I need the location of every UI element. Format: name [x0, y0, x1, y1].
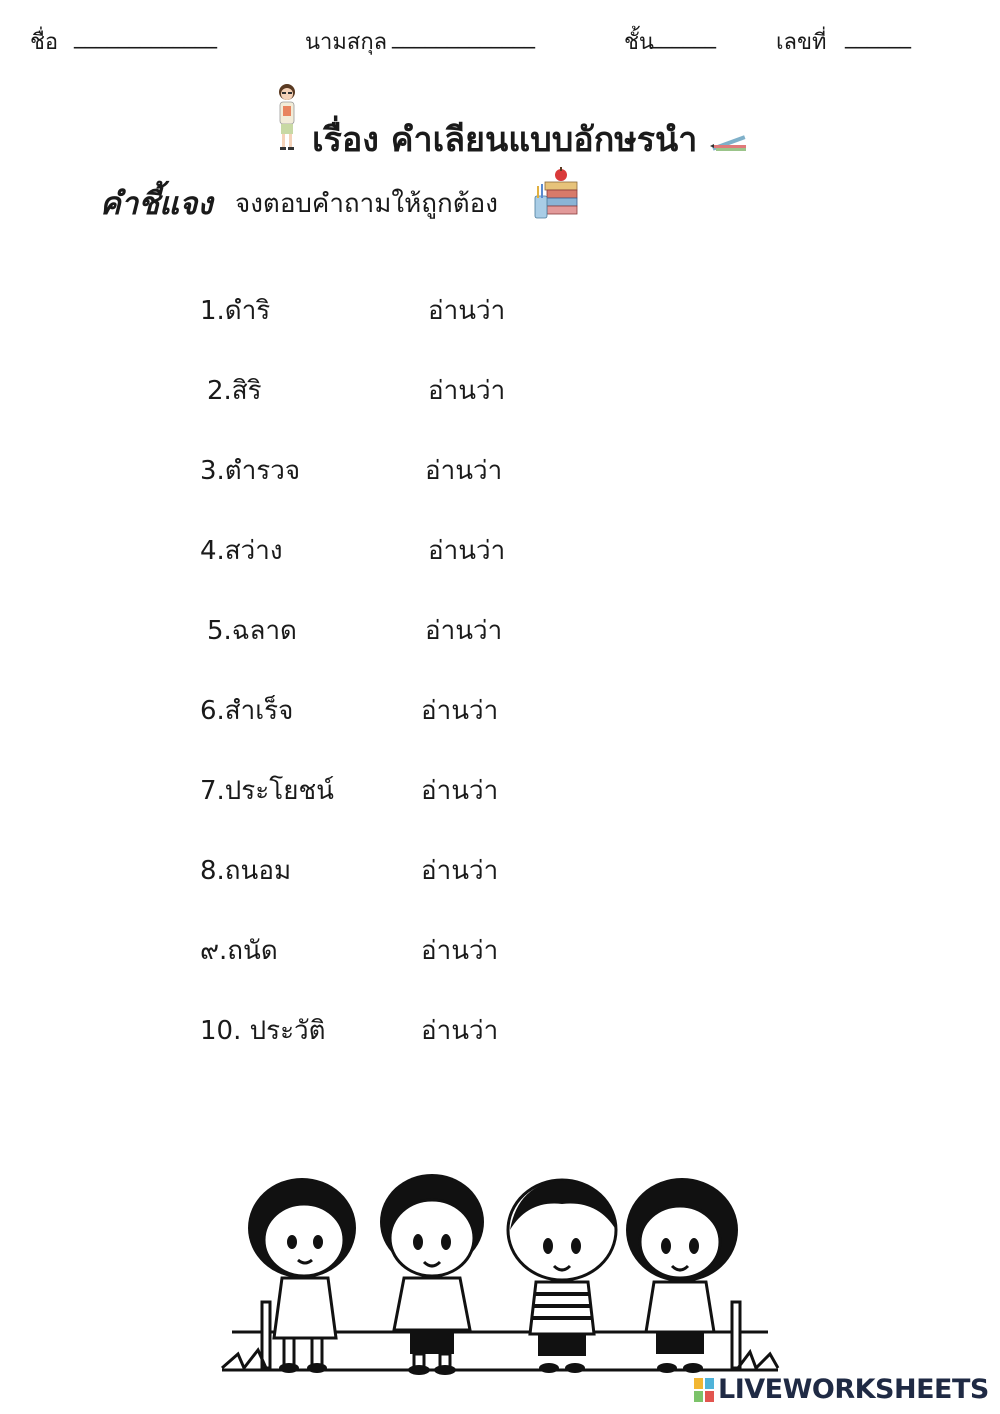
question-10-word: 10. ประวัติ: [200, 1016, 326, 1046]
question-7-word: 7.ประโยชน์: [200, 776, 334, 806]
surname-label: นามสกุล: [305, 30, 388, 55]
name-label: ชื่อ: [30, 30, 59, 55]
pencils-icon: [706, 128, 748, 152]
question-3-word: 3.ตำรวจ: [200, 456, 301, 486]
question-4-word: 4.สว่าง: [200, 536, 283, 566]
question-4-read-label: อ่านว่า: [428, 536, 506, 566]
teacher-icon: [272, 80, 302, 152]
question-9-read-label: อ่านว่า: [421, 936, 499, 966]
liveworksheets-logo-icon: [694, 1378, 714, 1402]
surname-blank[interactable]: _____________: [392, 24, 535, 49]
question-6-read-label: อ่านว่า: [421, 696, 499, 726]
children-illustration: [218, 1170, 784, 1380]
question-1-read-label: อ่านว่า: [428, 296, 506, 326]
class-blank[interactable]: ______: [650, 24, 716, 49]
question-5-read-label: อ่านว่า: [425, 616, 503, 646]
instruction-text: จงตอบคำถามให้ถูกต้อง: [235, 189, 498, 219]
question-2-word: 2.สิริ: [207, 376, 262, 406]
number-blank[interactable]: ______: [845, 24, 911, 49]
question-1-word: 1.ดำริ: [200, 296, 271, 326]
instruction-label: คำชี้แจง: [100, 186, 213, 222]
class-label: ชั้น: [624, 30, 654, 55]
question-2-read-label: อ่านว่า: [428, 376, 506, 406]
number-label: เลขที่: [776, 30, 827, 55]
question-8-read-label: อ่านว่า: [421, 856, 499, 886]
question-3-read-label: อ่านว่า: [425, 456, 503, 486]
books-icon: [533, 166, 581, 222]
question-8-word: 8.ถนอม: [200, 856, 292, 886]
footer-brand[interactable]: LIVEWORKSHEETS: [718, 1374, 989, 1405]
name-blank[interactable]: _____________: [74, 24, 217, 49]
question-7-read-label: อ่านว่า: [421, 776, 499, 806]
question-10-read-label: อ่านว่า: [421, 1016, 499, 1046]
question-6-word: 6.สำเร็จ: [200, 696, 294, 726]
page-title: เรื่อง คำเลียนแบบอักษรนำ: [312, 120, 698, 160]
question-9-word: ๙.ถนัด: [200, 936, 278, 966]
question-5-word: 5.ฉลาด: [207, 616, 297, 646]
